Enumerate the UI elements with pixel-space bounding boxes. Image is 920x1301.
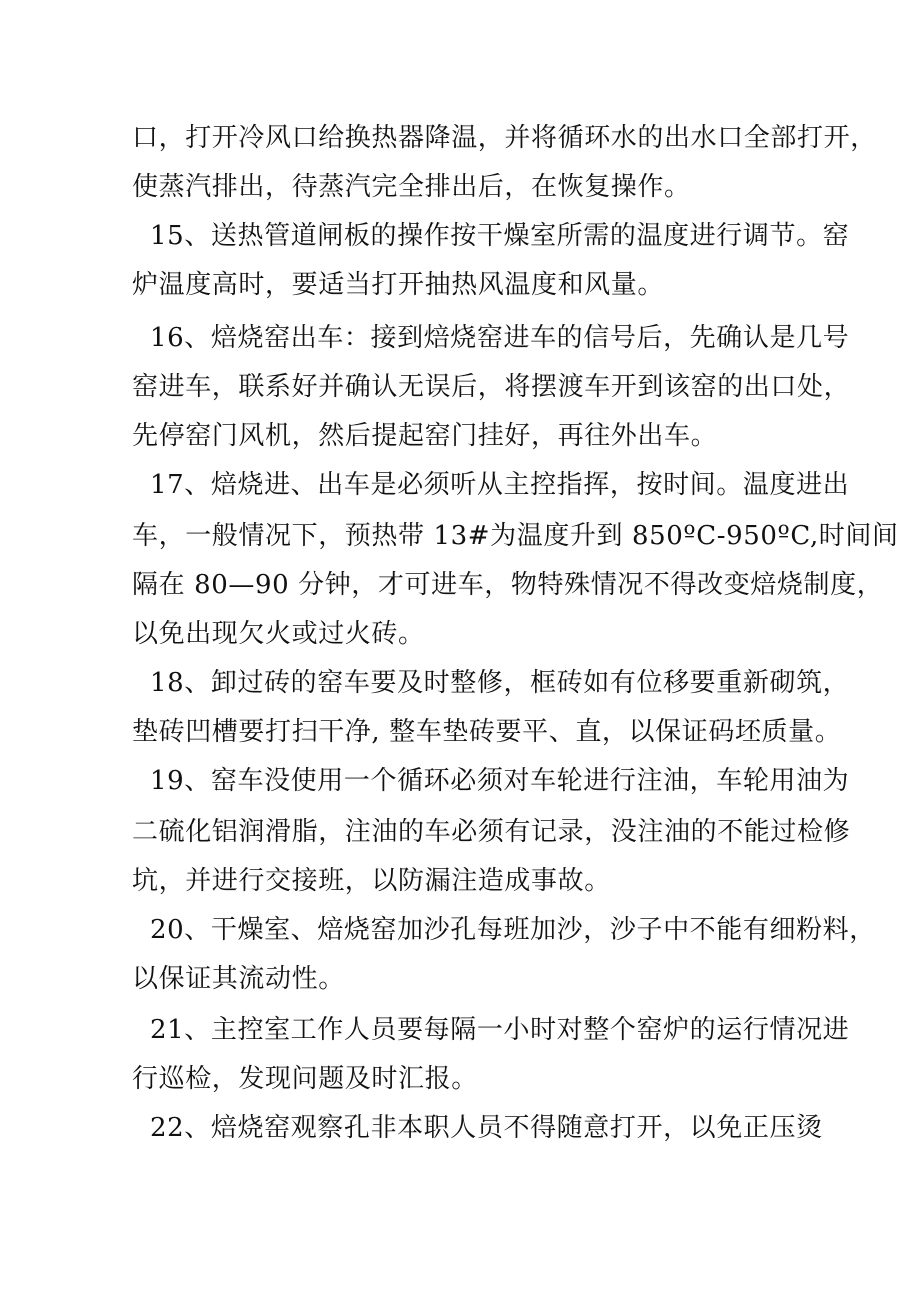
text-line: 车，一般情况下，预热带 13#为温度升到 850ºC-950ºC,时间间: [132, 521, 899, 551]
text-line: 窑进车，联系好并确认无误后，将摆渡车开到该窑的出口处，: [132, 372, 851, 402]
text-line: 隔在 80—90 分钟，才可进车，物特殊情况不得改变焙烧制度，: [132, 570, 884, 600]
text-line: 炉温度高时，要适当打开抽热风温度和风量。: [132, 270, 665, 300]
text-line: 口，打开冷风口给换热器降温，并将循环水的出水口全部打开，: [132, 123, 877, 153]
item-19-line: 19、窑车没使用一个循环必须对车轮进行注油，车轮用油为: [150, 766, 850, 796]
item-16-line: 16、焙烧窑出车：接到焙烧窑进车的信号后，先确认是几号: [150, 323, 850, 353]
text-line: 二硫化铝润滑脂，注油的车必须有记录，没注油的不能过检修: [132, 817, 851, 847]
item-20-line: 20、干燥室、焙烧窑加沙孔每班加沙，沙子中不能有细粉料，: [150, 915, 876, 945]
text-line: 先停窑门风机，然后提起窑门挂好，再往外出车。: [132, 421, 718, 451]
text-line: 使蒸汽排出，待蒸汽完全排出后，在恢复操作。: [132, 172, 691, 202]
item-15-line: 15、送热管道闸板的操作按干燥室所需的温度进行调节。窑: [150, 221, 850, 251]
text-line: 坑，并进行交接班，以防漏注造成事故。: [132, 866, 611, 896]
text-line: 垫砖凹槽要打扫干净, 整车垫砖要平、直，以保证码坯质量。: [132, 717, 842, 747]
text-line: 以保证其流动性。: [132, 964, 345, 994]
item-21-line: 21、主控室工作人员要每隔一小时对整个窑炉的运行情况进: [150, 1015, 850, 1045]
item-18-line: 18、卸过砖的窑车要及时整修，框砖如有位移要重新砌筑，: [150, 668, 850, 698]
text-line: 行巡检，发现问题及时汇报。: [132, 1064, 478, 1094]
item-17-line: 17、焙烧进、出车是必须听从主控指挥，按时间。温度进出: [150, 470, 850, 500]
item-22-line: 22、焙烧窑观察孔非本职人员不得随意打开，以免正压烫: [150, 1113, 823, 1143]
text-line: 以免出现欠火或过火砖。: [132, 619, 425, 649]
